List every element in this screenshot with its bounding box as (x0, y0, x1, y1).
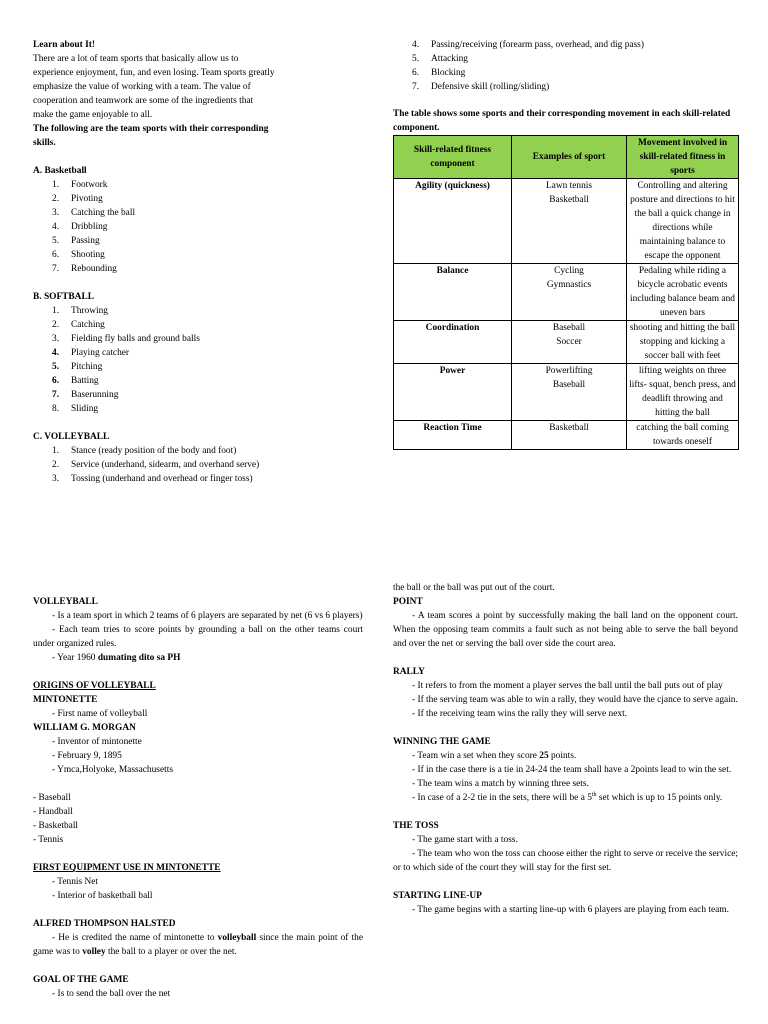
halsted-text: - He is credited the name of mintonette to volleyball since the main point of the game was to volley the ball to a player or over the net. (33, 933, 363, 957)
list-item: 7. Defensive skill (rolling/sliding) (412, 82, 550, 92)
list-item: 3. Tossing (underhand and overhead or finger toss) (52, 474, 253, 484)
origins-heading: ORIGINS OF VOLLEYBALL (33, 681, 156, 691)
winning-item: - If in the case there is a tie in 24-24 the team shall have a 2points lead to win the set. (412, 765, 732, 775)
winning-heading: WINNING THE GAME (393, 737, 491, 747)
list-item: 5. Attacking (412, 54, 468, 64)
examples-cell: Baseball Soccer (512, 321, 627, 364)
lineup-heading: STARTING LINE-UP (393, 891, 482, 901)
morgan-item: - Inventor of mintonette (52, 737, 142, 747)
rally-heading: RALLY (393, 667, 425, 677)
goal-heading: GOAL OF THE GAME (33, 975, 129, 985)
rally-item: - If the serving team was able to win a rally, they would have the cjance to serve again. (412, 695, 738, 705)
equipment-item: - Tennis Net (52, 877, 99, 887)
rally-item: - It refers to from the moment a player serves the ball until the ball puts out of play (412, 681, 723, 691)
table-row (394, 421, 739, 450)
movement-cell: catching the ball coming towards oneself (627, 421, 739, 450)
volleyball-def-2: - Each team tries to score points by grounding a ball on the other teams court under organized rules. (33, 625, 363, 649)
list-item: 8. Sliding (52, 404, 99, 414)
halsted-heading: ALFRED THOMPSON HALSTED (33, 919, 176, 929)
mintonette-item: - First name of volleyball (52, 709, 148, 719)
top-right-column (393, 38, 738, 450)
sport-item: - Baseball (33, 793, 71, 803)
volleyball-skills-list (33, 444, 275, 486)
examples-cell: Basketball (512, 421, 627, 450)
movement-cell: Pedaling while riding a bicycle acrobatic events including balance beam and uneven bars (627, 264, 739, 321)
sport-item: - Basketball (33, 821, 79, 831)
movement-cell: Controlling and altering posture and directions to hit the ball a quick change in directions while maintaining balance to escape the opponent (627, 179, 739, 264)
list-item: 4. Playing catcher (52, 348, 130, 358)
list-item: 5. Pitching (52, 362, 103, 372)
softball-heading: B. SOFTBALL (33, 292, 94, 302)
goal-item: - Is to send the ball over the net (52, 989, 171, 999)
morgan-item: - Ymca,Holyoke, Massachusetts (52, 765, 173, 775)
sport-item: - Handball (33, 807, 73, 817)
volleyball-skills-list-continued (393, 38, 738, 94)
list-item: 4. Passing/receiving (forearm pass, overhead, and dig pass) (412, 40, 644, 50)
list-item: 1. Throwing (52, 306, 108, 316)
sport-item: - Tennis (33, 835, 64, 845)
list-item: 3. Catching the ball (52, 208, 136, 218)
winning-item: - Team win a set when they score 25 points. (412, 751, 577, 761)
list-item: 1. Stance (ready position of the body and foot) (52, 446, 237, 456)
list-item: 3. Fielding fly balls and ground balls (52, 334, 200, 344)
list-item: 2. Service (underhand, sidearm, and overhand serve) (52, 460, 260, 470)
component-cell: Reaction Time (394, 421, 512, 450)
toss-heading: THE TOSS (393, 821, 439, 831)
list-item: 6. Blocking (412, 68, 466, 78)
top-left-column (33, 38, 275, 486)
rally-item: - If the receiving team wins the rally they will serve next. (412, 709, 628, 719)
point-text: - A team scores a point by successfully making the ball land on the opponent court. When the opposing team commits a fault such as not being able to serve the ball beyond and over the net or serving the ball over side the court area. (393, 611, 738, 649)
morgan-heading: WILLIAM G. MORGAN (33, 723, 136, 733)
volleyball-def-3: - Year 1960 dumating dito sa PH (52, 653, 181, 663)
intro-paragraph: There are a lot of team sports that basically allow us to experience enjoyment, fun, and even losing. Team sports greatly emphasize the value of working with a team. The value of cooperation and teamwork are some of the ingredients that make the game enjoyable to all. (33, 54, 275, 120)
table-row (394, 179, 739, 264)
list-item: 6. Batting (52, 376, 99, 386)
movement-cell: lifting weights on three lifts- squat, bench press, and deadlift throwing and hitting the ball (627, 364, 739, 421)
volleyball-heading: VOLLEYBALL (33, 597, 98, 607)
examples-cell: Cycling Gymnastics (512, 264, 627, 321)
table-row (394, 321, 739, 364)
table-header-row (394, 136, 739, 179)
equipment-heading: FIRST EQUIPMENT USE IN MINTONETTE (33, 863, 221, 873)
list-item: 6. Shooting (52, 250, 105, 260)
list-item: 4. Dribbling (52, 222, 108, 232)
skills-table (393, 135, 739, 450)
toss-item: - The team who won the toss can choose either the right to serve or receive the service; or to which side of the court they will stay for the first set. (393, 849, 739, 873)
column-header: Examples of sport (512, 136, 627, 179)
bottom-left-column (33, 595, 363, 1001)
table-caption: The table shows some sports and their corresponding movement in each skill-related component. (393, 109, 731, 133)
winning-item: - In case of a 2-2 tie in the sets, there will be a 5th set which is up to 15 points only. (412, 791, 723, 803)
column-header: Skill-related fitness component (394, 136, 512, 179)
table-row (394, 364, 739, 421)
volleyball-skills-heading: C. VOLLEYBALL (33, 432, 110, 442)
softball-skills-list (33, 304, 275, 416)
toss-item: - The game start with a toss. (412, 835, 518, 845)
component-cell: Balance (394, 264, 512, 321)
list-item: 1. Footwork (52, 180, 108, 190)
point-heading: POINT (393, 597, 423, 607)
list-item: 7. Rebounding (52, 264, 117, 274)
table-row (394, 264, 739, 321)
column-header: Movement involved in skill-related fitness in sports (627, 136, 739, 179)
list-item: 2. Pivoting (52, 194, 103, 204)
basketball-heading: A. Basketball (33, 166, 87, 176)
component-cell: Coordination (394, 321, 512, 364)
component-cell: Agility (quickness) (394, 179, 512, 264)
mintonette-heading: MINTONETTE (33, 695, 98, 705)
examples-cell: Powerlifting Baseball (512, 364, 627, 421)
morgan-item: - February 9, 1895 (52, 751, 122, 761)
learn-title: Learn about It! (33, 40, 95, 50)
lineup-item: - The game begins with a starting line-up with 6 players are playing from each team. (412, 905, 729, 915)
movement-cell: shooting and hitting the ball stopping and kicking a soccer ball with feet (627, 321, 739, 364)
component-cell: Power (394, 364, 512, 421)
winning-item: - The team wins a match by winning three sets. (412, 779, 589, 789)
list-item: 7. Baserunning (52, 390, 119, 400)
examples-cell: Lawn tennis Basketball (512, 179, 627, 264)
basketball-skills-list (33, 178, 275, 276)
list-item: 5. Passing (52, 236, 100, 246)
volleyball-def-1: - Is a team sport in which 2 teams of 6 players are separated by net (6 vs 6 players) (52, 611, 363, 621)
continued-text: the ball or the ball was put out of the court. (393, 583, 555, 593)
list-item: 2. Catching (52, 320, 105, 330)
equipment-item: - Interior of basketball ball (52, 891, 153, 901)
following-line: The following are the team sports with their corresponding skills. (33, 124, 269, 148)
bottom-right-column (393, 581, 738, 917)
